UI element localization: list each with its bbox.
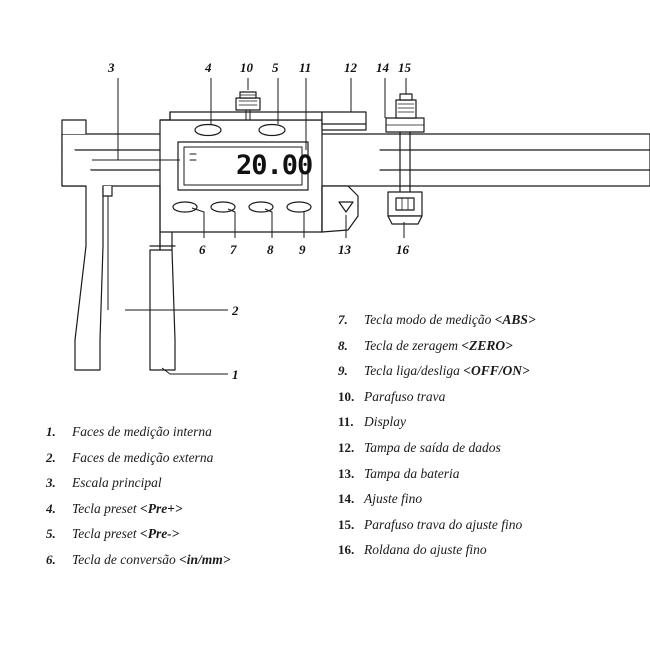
legend-text: Tecla modo de medição <ABS> xyxy=(364,312,536,327)
callout-number: 3 xyxy=(108,60,115,75)
legend-text: Display xyxy=(364,414,406,430)
legend-text: Tecla de conversão <in/mm> xyxy=(72,551,231,567)
legend-text: Tecla preset <Pre+> xyxy=(72,500,183,516)
list-item xyxy=(338,542,638,558)
callout-number: 15 xyxy=(398,60,411,75)
legend-number: 9. xyxy=(338,363,348,379)
list-item xyxy=(46,450,326,466)
legend-number: 5. xyxy=(46,526,56,541)
callout-number: 2 xyxy=(232,303,239,318)
callout-number: 14 xyxy=(376,60,389,75)
legend-number: 13. xyxy=(338,465,355,481)
legend-text: Tampa da bateria xyxy=(364,465,460,481)
list-item xyxy=(46,552,326,568)
list-item xyxy=(338,312,638,328)
legend-number: 16. xyxy=(338,542,355,558)
display-readout: 20.00 xyxy=(236,150,313,181)
callout-number: 8 xyxy=(267,242,274,257)
legend-number: 3. xyxy=(46,475,56,490)
callout-number: 10 xyxy=(240,60,253,75)
legend-number: 2. xyxy=(46,449,56,465)
legend-number: 15. xyxy=(338,516,355,532)
legend-number: 8. xyxy=(338,337,348,353)
legend-left xyxy=(46,424,326,577)
legend-text: Roldana do ajuste fino xyxy=(364,542,487,558)
legend-number: 6. xyxy=(46,551,56,567)
list-item xyxy=(46,424,326,440)
legend-number: 14. xyxy=(338,491,355,507)
legend-text: Tecla de zeragem <ZERO> xyxy=(364,337,513,353)
legend-number: 10. xyxy=(338,388,355,404)
list-item xyxy=(338,440,638,456)
legend-number: 11. xyxy=(338,414,354,430)
legend-text: Faces de medição interna xyxy=(72,424,212,439)
list-item xyxy=(46,501,326,517)
list-item xyxy=(338,414,638,430)
legend-text: Faces de medição externa xyxy=(72,449,214,465)
callout-number: 5 xyxy=(272,60,279,75)
legend-text: Escala principal xyxy=(72,475,162,490)
legend-text: Tecla preset <Pre-> xyxy=(72,526,180,541)
list-item xyxy=(338,363,638,379)
list-item xyxy=(338,389,638,405)
legend-text: Ajuste fino xyxy=(364,491,423,507)
list-item xyxy=(338,517,638,533)
list-item xyxy=(46,475,326,491)
callout-number: 13 xyxy=(338,242,351,257)
list-item xyxy=(338,338,638,354)
legend-number: 12. xyxy=(338,439,355,455)
legend-number: 7. xyxy=(338,312,348,327)
callout-number: 12 xyxy=(344,60,357,75)
callout-number: 11 xyxy=(299,60,312,75)
callout-number: 7 xyxy=(230,242,237,257)
legend-number: 1. xyxy=(46,424,56,439)
legend-text: Parafuso trava xyxy=(364,388,446,404)
legend-text: Parafuso trava do ajuste fino xyxy=(364,516,523,532)
callout-number: 4 xyxy=(205,60,212,75)
legend-right xyxy=(338,312,638,568)
legend-number: 4. xyxy=(46,500,56,516)
legend-text: Tampa de saída de dados xyxy=(364,439,501,455)
list-item xyxy=(338,466,638,482)
callout-number: 6 xyxy=(199,242,206,257)
callout-number: 16 xyxy=(396,242,409,257)
callout-number: 9 xyxy=(299,242,306,257)
legend-text: Tecla liga/desliga <OFF/ON> xyxy=(364,363,530,379)
callout-number: 1 xyxy=(232,367,239,382)
list-item xyxy=(46,526,326,542)
list-item xyxy=(338,491,638,507)
